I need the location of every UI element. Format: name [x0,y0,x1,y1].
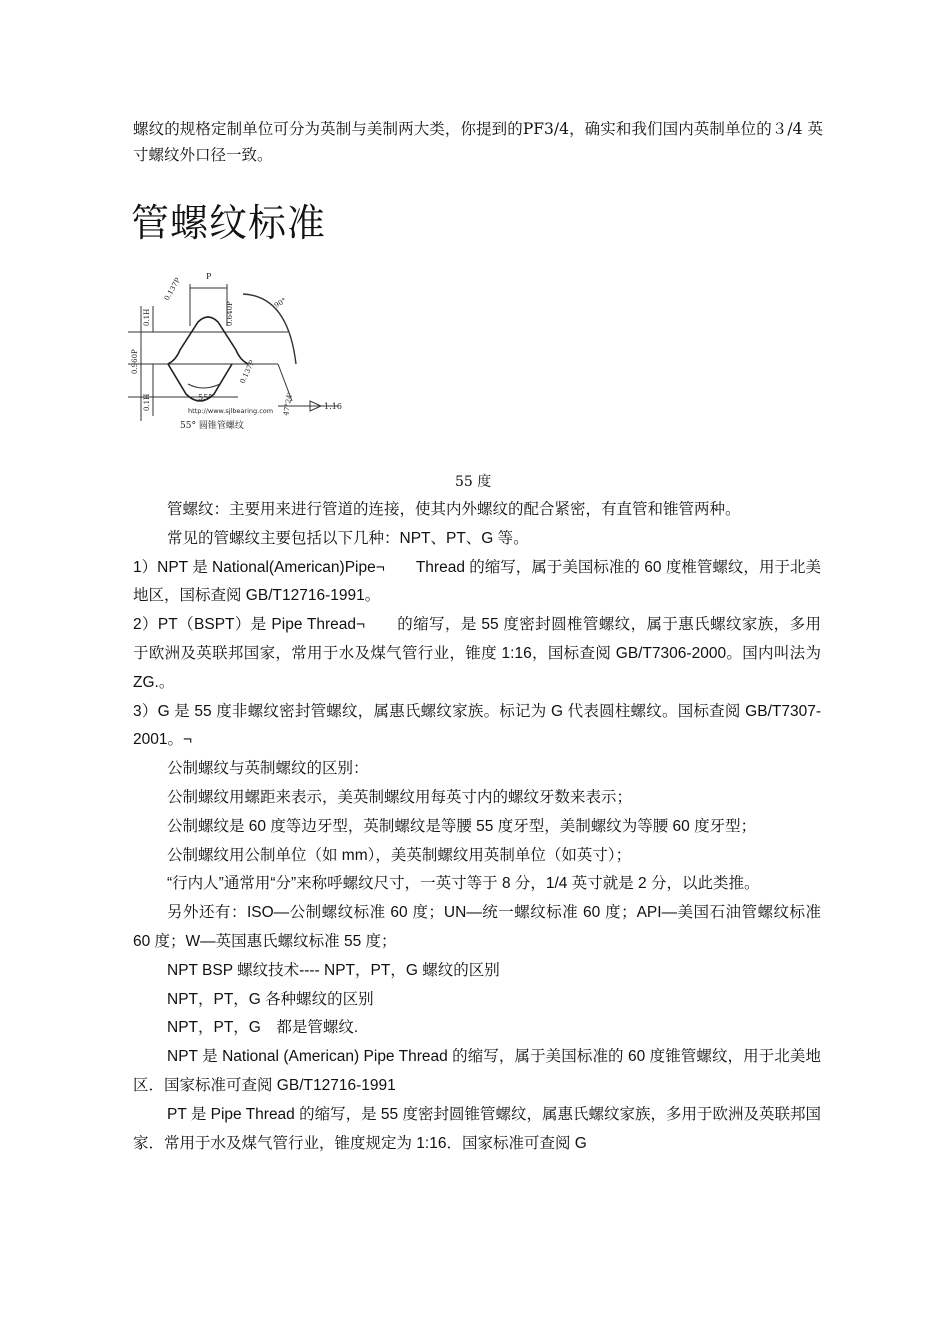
body-paragraph: 公制螺纹是 60 度等边牙型，英制螺纹是等腰 55 度牙型，美制螺纹为等腰 60 度牙型； [167,817,757,835]
body-paragraph: PT 是 Pipe Thread 的缩写，是 55 度密封圆锥管螺纹，属惠氏螺纹家族，多用于欧洲及英联邦国家．常用于水及煤气管行业，锥度规定为 1:16．国家标准可查阅 G [133,1105,821,1152]
body-paragraph: NPT，PT，G 各种螺纹的区别 [167,990,374,1008]
intro-paragraph: 螺纹的规格定制单位可分为英制与美制两大类，你提到的PF3/4，确实和我们国内英制单位的３/4 英寸螺纹外口径一致。 [133,120,823,164]
body-paragraph: NPT，PT，G 都是管螺纹. [167,1019,359,1037]
body-paragraph: 1）NPT 是 National(American)Pipe¬ Thread 的缩写，属于美国标准的 60 度椎管螺纹，用于北美地区，国标查阅 GB/T12716-1991。 [133,558,821,605]
label-0137p-top: 0.137P [162,276,183,302]
body-paragraph: 公制螺纹用螺距来表示，美英制螺纹用每英寸内的螺纹牙数来表示； [167,788,633,806]
label-90-degree: 90° [273,296,288,310]
label-p: P [206,272,212,281]
body-paragraph: 公制螺纹与英制螺纹的区别： [167,760,369,778]
label-55-degree: 55° [198,393,213,402]
body-paragraph: 3）G 是 55 度非螺纹密封管螺纹，属惠氏螺纹家族。标记为 G 代表圆柱螺纹。国标查阅 GB/T7307-2001。¬ [133,702,821,749]
body-paragraph: NPT 是 National (American) Pipe Thread 的缩写，属于美国标准的 60 度锥管螺纹，用于北美地区．国家标准可查阅 GB/T12716-1991 [133,1048,821,1094]
label-0960p: 0.960P [131,349,139,374]
body-paragraph: 2）PT（BSPT）是 Pipe Thread¬ 的缩写，是 55 度密封圆椎管螺纹，属于惠氏螺纹家族，多用于欧洲及英联邦国家，常用于水及煤气管行业，锥度 1:16，国标查阅 GB/T7306-2000。国内叫法为 ZG.。 [133,616,821,691]
label-half-angle: 47°24' [282,392,295,417]
body-paragraph: 管螺纹：主要用来进行管道的连接，使其内外螺纹的配合紧密，有直管和锥管两种。 [167,501,741,518]
body-paragraph: 另外还有：ISO—公制螺纹标准 60 度；UN—统一螺纹标准 60 度；API—美国石油管螺纹标准 60 度；W—英国惠氏螺纹标准 55 度； [133,904,821,950]
thread-profile-diagram [128,266,350,436]
body-paragraph: 公制螺纹用公制单位（如 mm），美英制螺纹用英制单位（如英寸）； [167,846,632,864]
page-title: 管螺纹标准 [131,201,327,245]
body-text [133,496,821,1158]
label-01h-bottom: 0.1H [143,393,151,411]
label-01h-top: 0.1H [143,308,151,326]
body-paragraph: “行内人”通常用“分”来称呼螺纹尺寸，一英寸等于 8 分，1/4 英寸就是 2 分，以此类推。 [167,875,760,893]
body-paragraph: 常见的管螺纹主要包括以下几种：NPT、PT、G 等。 [167,529,529,547]
label-figure-name: 55° 圆锥管螺纹 [180,421,244,431]
label-url: http://www.sjlbearing.com [188,407,274,415]
label-0137p-bottom: 0.137P [238,359,257,385]
body-paragraph: NPT BSP 螺纹技术---- NPT，PT，G 螺纹的区别 [167,961,500,979]
figure-caption: 55 度 [455,474,492,490]
label-taper: 1:16 [324,402,342,411]
label-0640p: 0.640P [226,301,234,326]
